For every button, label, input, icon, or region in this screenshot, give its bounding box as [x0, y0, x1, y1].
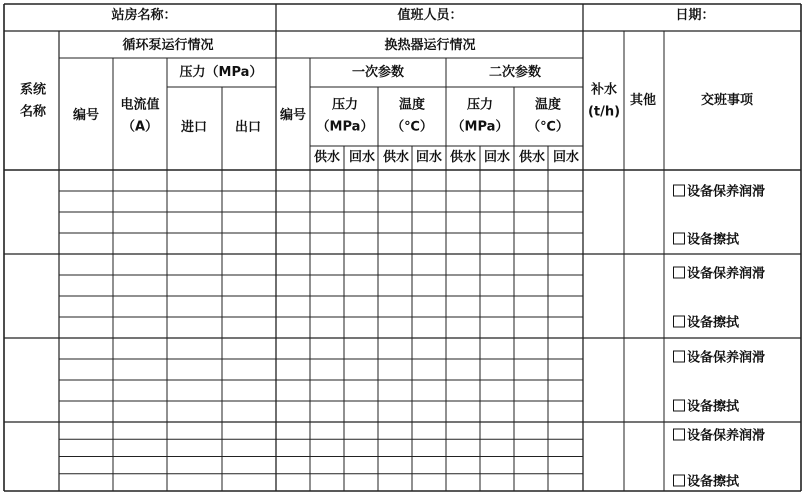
- primary-pressure-line2: （MPa）: [316, 119, 374, 134]
- makeup-line2: (t/h): [587, 104, 621, 119]
- makeup-water-header: [588, 82, 620, 119]
- date-label: 日期：: [675, 8, 715, 24]
- inlet-header: 进口: [180, 120, 208, 136]
- current-line2: （A）: [121, 119, 159, 134]
- checkbox-icon[interactable]: [673, 400, 685, 412]
- pump-pressure-header: 压力（MPa）: [179, 65, 263, 81]
- primary-temp-line1: 温度: [398, 97, 425, 113]
- checkbox-icon[interactable]: [673, 316, 685, 328]
- secondary-pressure-header: [452, 97, 509, 134]
- system-name-line1: 系统: [19, 82, 47, 98]
- checkbox-icon[interactable]: [673, 185, 685, 197]
- checkbox-lubrication-2[interactable]: [673, 263, 765, 282]
- secondary-temp-header: [527, 97, 569, 134]
- checkbox-lubrication-1[interactable]: [673, 181, 765, 200]
- primary-temp-header: [391, 97, 433, 134]
- secondary-params-header: 二次参数: [488, 65, 542, 81]
- checkbox-wiping-3[interactable]: [673, 396, 739, 415]
- checkbox-wiping-2[interactable]: [673, 312, 739, 331]
- checkbox-icon[interactable]: [673, 233, 685, 245]
- current-line1: 电流值: [120, 97, 160, 113]
- other-header: 其他: [629, 93, 657, 109]
- secondary-temp-line1: 温度: [534, 97, 561, 113]
- outlet-header: 出口: [234, 120, 262, 136]
- checkbox-wiping-1[interactable]: [673, 229, 739, 248]
- secondary-pressure-line1: 压力: [466, 97, 494, 113]
- checkbox-label: 设备擦拭: [687, 232, 740, 248]
- checkbox-label: 设备保养润滑: [687, 266, 766, 282]
- pump-number-header: 编号: [72, 108, 100, 124]
- primary-temp-line2: （℃）: [391, 119, 433, 134]
- checkbox-lubrication-3[interactable]: [673, 347, 765, 366]
- checkbox-label: 设备擦拭: [687, 399, 740, 415]
- primary-pressure-return: 回水: [348, 150, 376, 166]
- checkbox-label: 设备保养润滑: [687, 350, 766, 366]
- checkbox-label: 设备擦拭: [687, 474, 740, 490]
- primary-params-header: 一次参数: [351, 65, 405, 81]
- primary-temp-supply: 供水: [382, 150, 410, 166]
- secondary-pressure-line2: （MPa）: [451, 119, 509, 134]
- system-name-header: [20, 82, 46, 119]
- checkbox-icon[interactable]: [673, 351, 685, 363]
- checkbox-lubrication-4[interactable]: [673, 425, 765, 444]
- secondary-temp-return: 回水: [552, 150, 580, 166]
- checkbox-icon[interactable]: [673, 267, 685, 279]
- system-name-line2: 名称: [19, 104, 47, 119]
- checkbox-icon[interactable]: [673, 429, 685, 441]
- secondary-temp-line2: （℃）: [527, 119, 569, 134]
- checkbox-label: 设备保养润滑: [687, 428, 766, 444]
- primary-temp-return: 回水: [415, 150, 443, 166]
- hx-section-header: 换热器运行情况: [384, 38, 476, 54]
- secondary-temp-supply: 供水: [518, 150, 546, 166]
- pump-section-header: 循环泵运行情况: [122, 38, 214, 54]
- checkbox-wiping-4[interactable]: [673, 471, 739, 490]
- checkbox-icon[interactable]: [673, 475, 685, 487]
- primary-pressure-header: [317, 97, 374, 134]
- current-header: [120, 97, 159, 134]
- makeup-line1: 补水: [590, 82, 618, 98]
- checkbox-label: 设备保养润滑: [687, 184, 766, 200]
- checkbox-label: 设备擦拭: [687, 315, 740, 331]
- secondary-pressure-supply: 供水: [449, 150, 477, 166]
- primary-pressure-supply: 供水: [313, 150, 341, 166]
- hx-number-header: 编号: [279, 108, 307, 124]
- primary-pressure-line1: 压力: [331, 97, 359, 113]
- duty-staff-label: 值班人员：: [397, 8, 463, 24]
- handover-header: 交班事项: [700, 93, 754, 109]
- station-name-label: 站房名称：: [111, 8, 177, 24]
- secondary-pressure-return: 回水: [483, 150, 511, 166]
